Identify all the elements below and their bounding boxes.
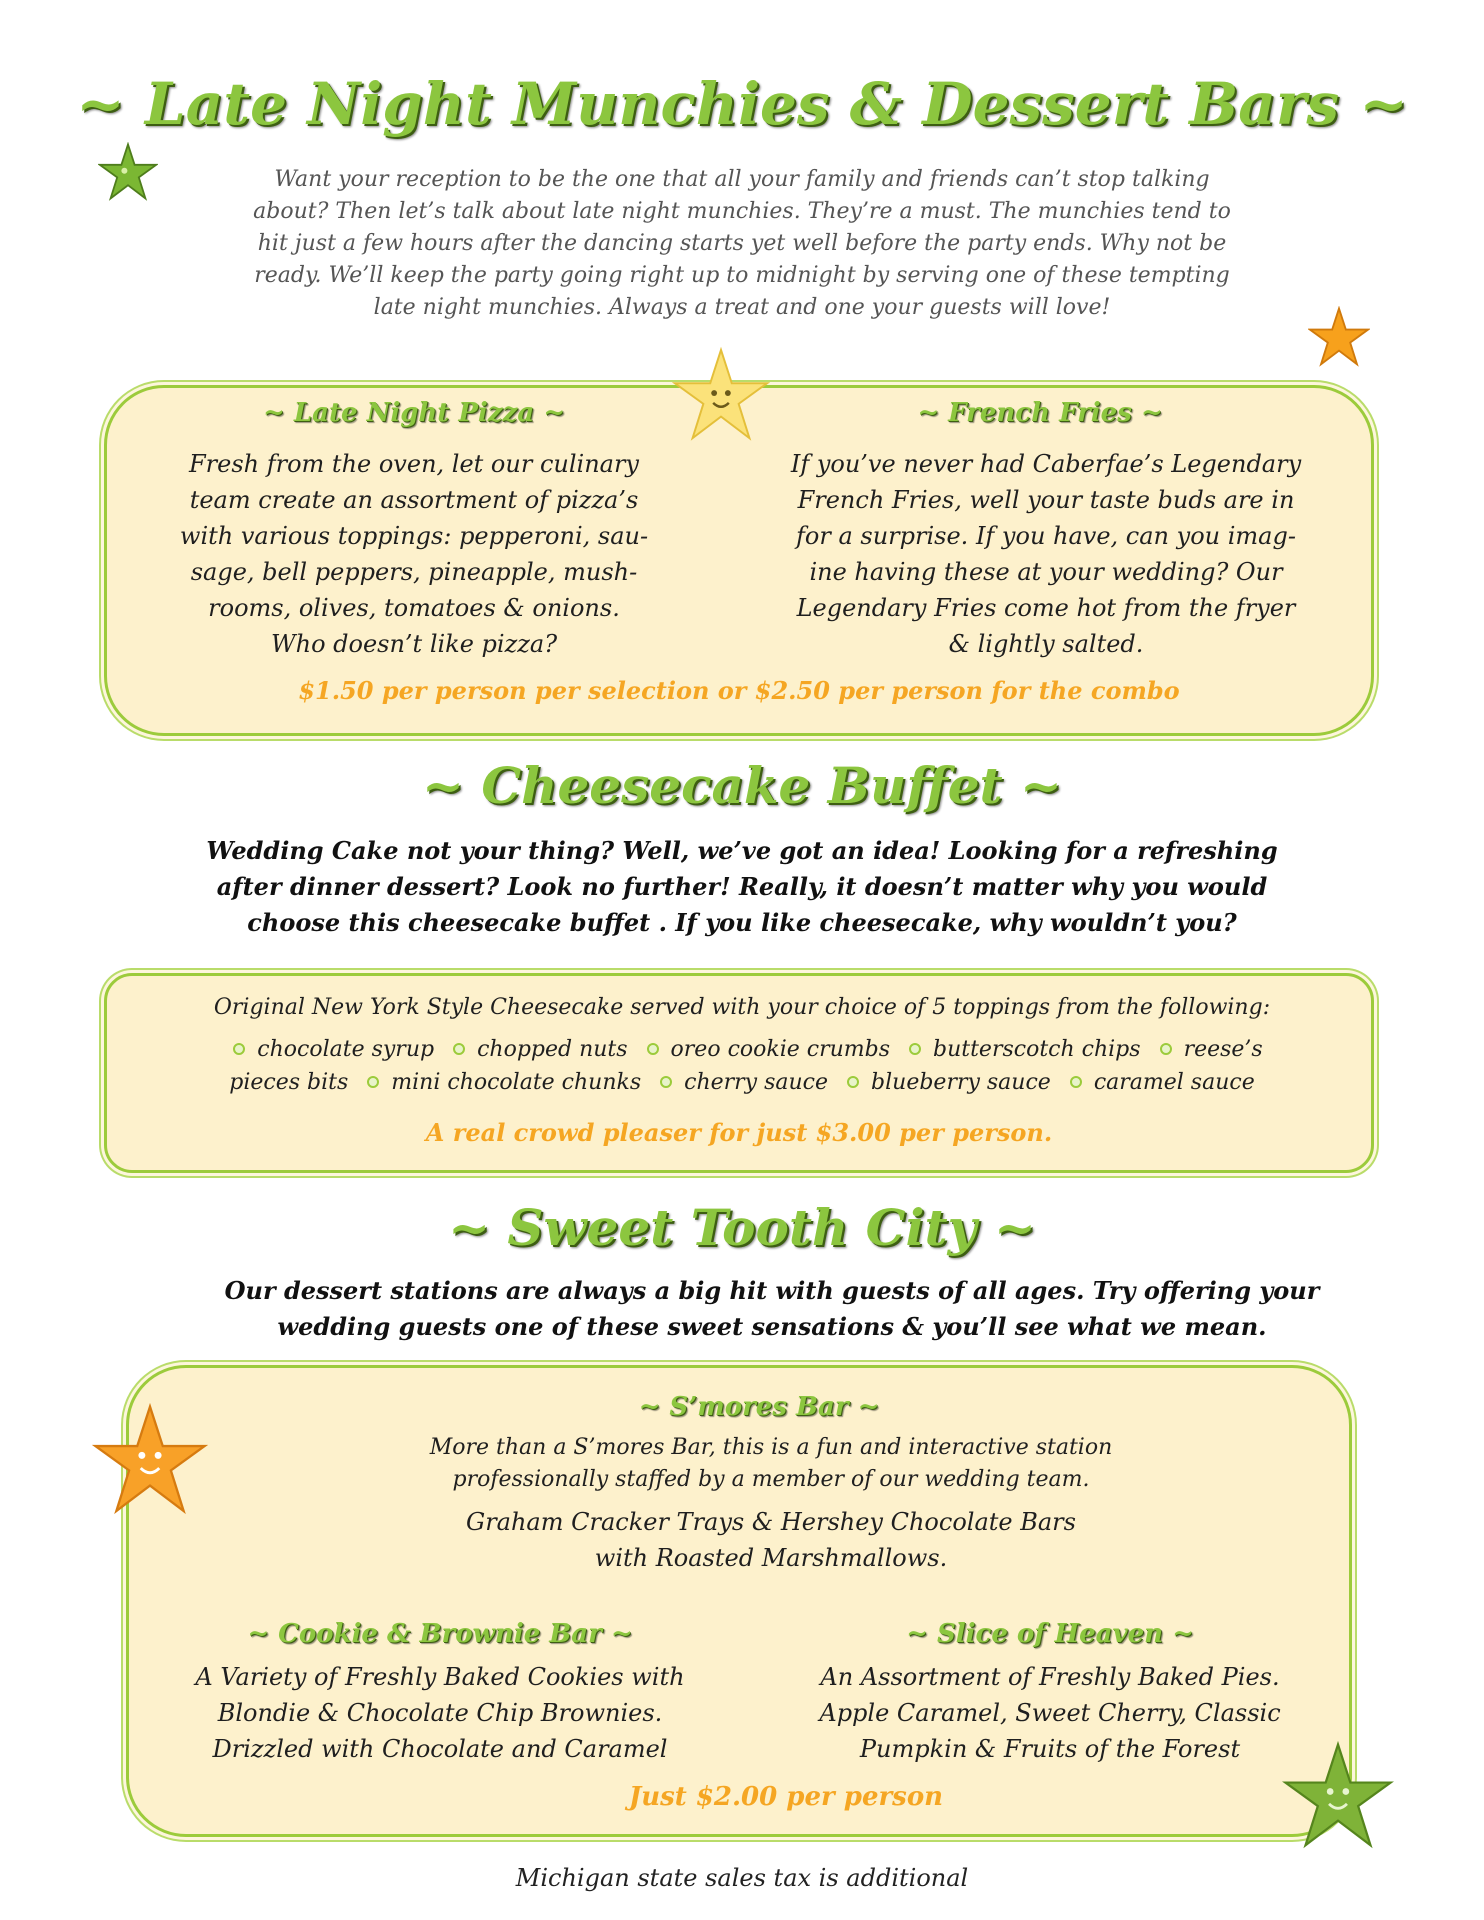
- fries-line: for a surprise. If you have, can you imag-: [796, 522, 1296, 550]
- topping-item: cherry sauce: [684, 1070, 829, 1095]
- fries-line: Legendary Fries come hot from the fryer: [796, 594, 1296, 622]
- bullet-icon: [233, 1043, 245, 1055]
- pizza-description: [120, 446, 708, 662]
- smores-items: [150, 1504, 1392, 1576]
- fries-description: [742, 446, 1350, 662]
- pizza-title: ~ Late Night Pizza ~: [263, 398, 565, 428]
- green-star-icon: [98, 142, 158, 202]
- fries-line: If you’ve never had Caberfae’s Legendary: [790, 450, 1302, 478]
- cookie-line: A Variety of Freshly Baked Cookies with: [195, 1663, 685, 1691]
- heaven-title: ~ Slice of Heaven ~: [906, 1619, 1194, 1649]
- bullet-icon: [847, 1076, 859, 1088]
- intro-line: late night munchies. Always a treat and one your guests will love!: [373, 295, 1111, 320]
- tax-note: Michigan state sales tax is additional: [515, 1864, 969, 1892]
- topping-item: reese’s: [1183, 1037, 1263, 1062]
- heaven-description: [760, 1659, 1340, 1767]
- cheesecake-lead: Original New York Style Cheesecake served with your choice of 5 toppings from the following:: [213, 995, 1271, 1020]
- pizza-line: Fresh from the oven, let our culinary: [189, 450, 639, 478]
- topping-item: butterscotch chips: [933, 1037, 1141, 1062]
- cheesecake-intro-line: after dinner dessert? Look no further! Really, it doesn’t matter why you would: [216, 872, 1268, 901]
- cheesecake-price: A real crowd pleaser for just $3.00 per person.: [425, 1118, 1053, 1147]
- toppings-list: [110, 1033, 1374, 1099]
- topping-item: oreo cookie crumbs: [670, 1037, 890, 1062]
- munchies-price: $1.50 per person per selection or $2.50 per person for the combo: [298, 676, 1180, 705]
- cheesecake-intro-line: choose this cheesecake buffet . If you like cheesecake, why wouldn’t you?: [247, 908, 1237, 937]
- intro-text: [150, 164, 1334, 324]
- smores-item-line: with Roasted Marshmallows.: [594, 1544, 948, 1572]
- cheesecake-intro-line: Wedding Cake not your thing? Well, we’ve got an idea! Looking for a refreshing: [206, 836, 1278, 865]
- heaven-line: Pumpkin & Fruits of the Forest: [859, 1735, 1241, 1763]
- bullet-icon: [1160, 1043, 1172, 1055]
- smores-line: More than a S’mores Bar, this is a fun and interactive station: [429, 1435, 1113, 1460]
- sweet-tooth-title: ~ Sweet Tooth City ~: [448, 1198, 1036, 1257]
- bullet-icon: [647, 1043, 659, 1055]
- fries-line: & lightly salted.: [948, 630, 1144, 658]
- sweet-tooth-intro-line: Our dessert stations are always a big hit with guests of all ages. Try offering your: [224, 1276, 1320, 1305]
- green-smiley-star-icon: [1282, 1740, 1394, 1852]
- smores-title: ~ S’mores Bar ~: [638, 1392, 880, 1422]
- cookie-title: ~ Cookie & Brownie Bar ~: [247, 1619, 633, 1649]
- pizza-line: sage, bell peppers, pineapple, mush-: [190, 558, 638, 586]
- fries-line: French Fries, well your taste buds are in: [797, 486, 1295, 514]
- smores-line: professionally staffed by a member of our wedding team.: [452, 1467, 1090, 1492]
- topping-item: chocolate syrup: [257, 1037, 435, 1062]
- intro-line: ready. We’ll keep the party going right up to midnight by serving one of these tempting: [254, 263, 1230, 288]
- topping-item: blueberry sauce: [871, 1070, 1051, 1095]
- topping-item: caramel sauce: [1093, 1070, 1255, 1095]
- topping-item: pieces bits: [229, 1070, 349, 1095]
- bullet-icon: [453, 1043, 465, 1055]
- topping-item: chopped nuts: [477, 1037, 628, 1062]
- bullet-icon: [660, 1076, 672, 1088]
- intro-line: about? Then let’s talk about late night munchies. They’re a must. The munchies tend to: [253, 199, 1231, 224]
- pizza-line: team create an assortment of pizza’s: [189, 486, 639, 514]
- pizza-line: Who doesn’t like pizza?: [270, 630, 558, 658]
- pizza-line: rooms, olives, tomatoes & onions.: [208, 594, 620, 622]
- sweet-tooth-intro-line: wedding guests one of these sweet sensations & you’ll see what we mean.: [277, 1312, 1267, 1341]
- cheesecake-title: ~ Cheesecake Buffet ~: [422, 756, 1062, 815]
- pizza-line: with various toppings: pepperoni, sau-: [179, 522, 649, 550]
- heaven-line: Apple Caramel, Sweet Cherry, Classic: [819, 1699, 1281, 1727]
- bullet-icon: [1070, 1076, 1082, 1088]
- fries-title: ~ French Fries ~: [917, 398, 1163, 428]
- sweet-tooth-price: Just $2.00 per person: [628, 1782, 944, 1812]
- bullet-icon: [909, 1043, 921, 1055]
- page-title: ~ Late Night Munchies & Dessert Bars ~: [76, 70, 1408, 138]
- topping-item: mini chocolate chunks: [391, 1070, 642, 1095]
- intro-line: hit just a few hours after the dancing starts yet well before the party ends. Why not be: [257, 231, 1227, 256]
- cookie-line: Blondie & Chocolate Chip Brownies.: [217, 1699, 663, 1727]
- yellow-smiley-star-icon: [672, 346, 770, 444]
- cookie-line: Drizzled with Chocolate and Caramel: [212, 1735, 668, 1763]
- bullet-icon: [367, 1076, 379, 1088]
- cookie-description: [144, 1659, 736, 1767]
- smores-item-line: Graham Cracker Trays & Hershey Chocolate Bars: [466, 1508, 1076, 1536]
- smores-description: [150, 1432, 1392, 1496]
- heaven-line: An Assortment of Freshly Baked Pies.: [820, 1663, 1280, 1691]
- intro-line: Want your reception to be the one that all your family and friends can’t stop talking: [274, 167, 1210, 192]
- sweet-tooth-intro: [100, 1273, 1444, 1345]
- orange-star-icon: [1308, 306, 1370, 368]
- fries-line: ine having these at your wedding? Our: [809, 558, 1283, 586]
- cheesecake-intro: [100, 833, 1384, 941]
